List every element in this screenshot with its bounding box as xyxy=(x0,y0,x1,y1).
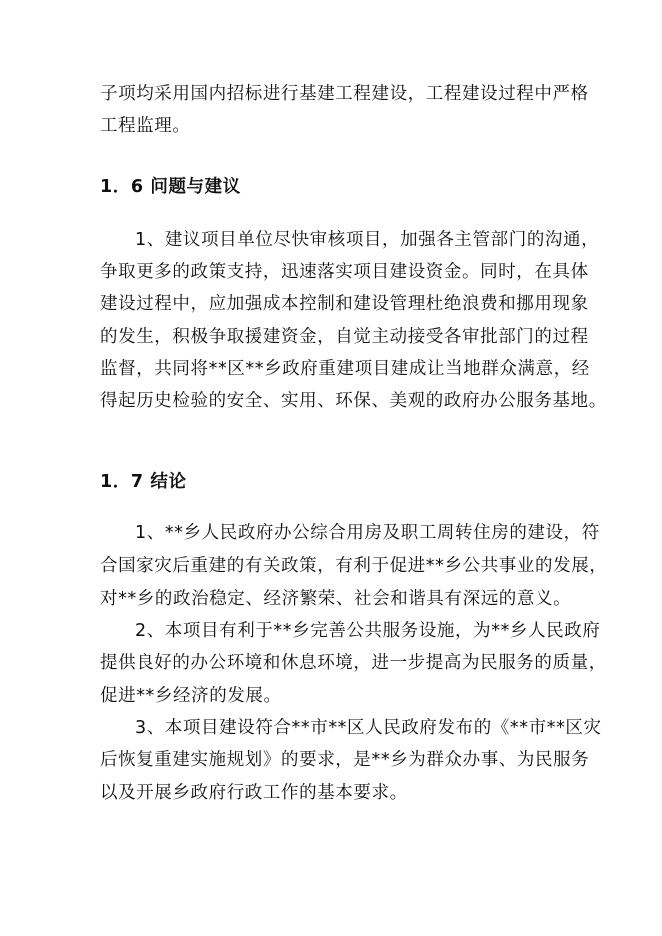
paragraph-line: 监督，共同将**区**乡政府重建项目建成让当地群众满意，经 xyxy=(100,359,590,379)
paragraph-line: 3、本项目建设符合**市**区人民政府发布的《**市**区灾 xyxy=(135,718,602,738)
paragraph-line: 促进**乡经济的发展。 xyxy=(100,686,282,706)
paragraph-line: 1、建议项目单位尽快审核项目，加强各主管部门的沟通， xyxy=(135,230,600,250)
paragraph-line: 以及开展乡政府行政工作的基本要求。 xyxy=(100,783,408,803)
paragraph-line: 提供良好的办公环境和休息环境，进一步提高为民服务的质量， xyxy=(100,653,607,673)
paragraph-line: 得起历史检验的安全、实用、环保、美观的政府办公服务基地。 xyxy=(100,391,607,411)
paragraph-line: 后恢复重建实施规划》的要求，是**乡为群众办事、为民服务 xyxy=(100,750,590,770)
section-heading-1-6: 1．6 问题与建议 xyxy=(100,177,241,197)
paragraph-line: 的发生，积极争取援建资金，自觉主动接受各审批部门的过程 xyxy=(100,327,589,347)
paragraph-line: 子项均采用国内招标进行基建工程建设，工程建设过程中严格 xyxy=(100,84,589,104)
paragraph-line: 建设过程中，应加强成本控制和建设管理杜绝浪费和挪用现象 xyxy=(100,294,589,314)
paragraph-line: 2、本项目有利于**乡完善公共服务设施，为**乡人民政府 xyxy=(135,621,601,641)
paragraph-line: 工程监理。 xyxy=(100,116,191,136)
paragraph-line: 1、**乡人民政府办公综合用房及职工周转住房的建设，符 xyxy=(135,523,600,543)
paragraph-line: 争取更多的政策支持，迅速落实项目建设资金。同时，在具体 xyxy=(100,262,589,282)
paragraph-line: 合国家灾后重建的有关政策，有利于促进**乡公共事业的发展， xyxy=(100,556,608,576)
paragraph-line: 对**乡的政治稳定、经济繁荣、社会和谐具有深远的意义。 xyxy=(100,589,572,609)
section-heading-1-7: 1．7 结论 xyxy=(100,472,187,492)
